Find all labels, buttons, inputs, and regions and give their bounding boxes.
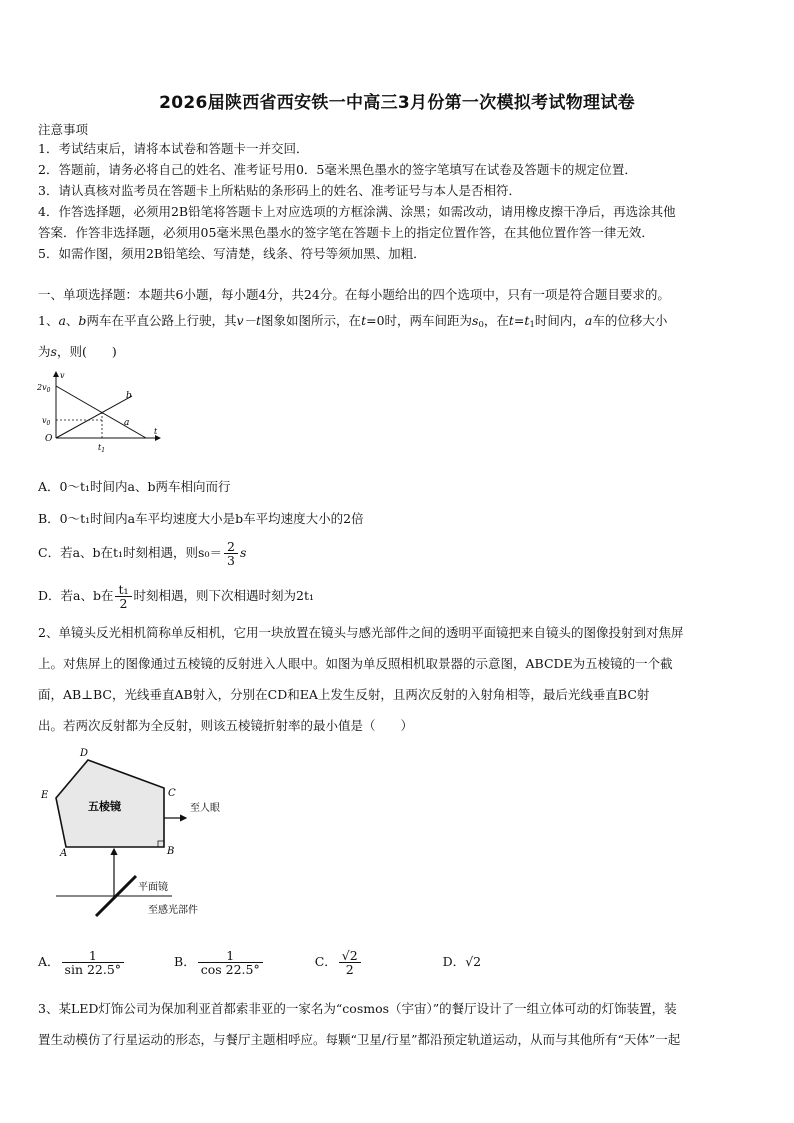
q2-stem-line3: 面，AB⊥BC，光线垂直AB射入，分别在CD和EA上发生反射，且两次反射的入射角相等，最后光线垂直BC射 <box>38 687 650 702</box>
q2-option-d: D．√2 <box>442 954 482 969</box>
exam-title: 2026届陕西省西安铁一中高三3月份第一次模拟考试物理试卷 <box>159 93 635 113</box>
notice-heading: 注意事项 <box>38 122 89 137</box>
origin-label: O <box>45 434 53 444</box>
pentaprism-diagram <box>36 740 246 925</box>
fraction: $\frac{2}{3}$ <box>224 540 238 567</box>
q1-option-b: B．0～t₁时间内a车平均速度大小是b车平均速度大小的2倍 <box>38 511 364 526</box>
prism-label: 五棱镜 <box>88 800 121 813</box>
x-axis-label: t <box>154 427 158 436</box>
label-b: b <box>126 391 132 401</box>
q2-stem-line4: 出。若两次反射都为全反射，则该五棱镜折射率的最小值是（ ） <box>38 718 414 733</box>
q2-options <box>38 942 481 982</box>
notice-item: 4．作答选择题，必须用2B铅笔将答题卡上对应选项的方框涂满、涂黑；如需改动，请用橡皮擦干净后，再选涂其他 <box>38 204 676 219</box>
q3-stem-line2: 置生动模仿了行星运动的形态，与餐厅主题相呼应。每颗“卫星/行星”都沿预定轨道运动，从而与其他所有“天体”一起 <box>38 1032 681 1047</box>
line-b <box>56 396 132 438</box>
to-eye-label: 至人眼 <box>190 803 220 814</box>
notice-item: 5．如需作图，须用2B铅笔绘、写清楚，线条、符号等须加黑、加粗． <box>38 246 426 261</box>
y-label-2v0: $2v_0$ <box>37 383 51 394</box>
q2-stem-line1: 2、单镜头反光相机简称单反相机，它用一块放置在镜头与感光部件之间的透明平面镜把来自镜头的图像投射到对焦屏 <box>38 625 684 640</box>
vertex-b: B <box>167 846 175 857</box>
vt-graph <box>36 368 166 454</box>
q3-stem-line1: 3、某LED灯饰公司为保加利亚首都索非亚的一家名为“cosmos（宇宙）”的餐厅设计了一组立体可动的灯饰装置，装 <box>38 1001 677 1016</box>
y-axis-label: v <box>60 371 65 380</box>
q2-option-c: C． $\frac{√2}{2}$ <box>315 954 363 969</box>
vertex-a: A <box>60 848 68 859</box>
q2-option-b: B． $\frac{1}{\cos 22.5^\circ}$ <box>174 954 265 969</box>
q1-stem-line1: 1、a、b两车在平直公路上行驶，其v－t图象如图所示，在t=0时，两车间距为$s_0$，在$t=t_1$时间内，a车的位移大小 <box>38 313 668 330</box>
notice-item: 答案．作答非选择题，必须用05毫米黑色墨水的签字笔在答题卡上的指定位置作答，在其他位置作答一律无效． <box>38 225 654 240</box>
notice-item: 2．答题前，请务必将自己的姓名、准考证号用0．5毫米黑色墨水的签字笔填写在试卷及答题卡的规定位置． <box>38 162 637 177</box>
vertex-c: C <box>168 788 176 799</box>
q2-stem-line2: 上。对焦屏上的图像通过五棱镜的反射进入人眼中。如图为单反照相机取景器的示意图，ABCDE为五棱镜的一个截 <box>38 656 673 671</box>
q1-stem-line2: 为s，则( ) <box>38 344 117 359</box>
section-heading: 一、单项选择题：本题共6小题，每小题4分，共24分。在每小题给出的四个选项中，只有一项是符合题目要求的。 <box>38 287 670 302</box>
t1-label: $t_1$ <box>98 443 106 454</box>
vertex-d: D <box>80 748 89 759</box>
notice-item: 3．请认真核对监考员在答题卡上所粘贴的条形码上的姓名、准考证号与本人是否相符． <box>38 183 521 198</box>
sensor-label: 至感光部件 <box>148 905 198 916</box>
y-label-v0: $v_0$ <box>42 416 51 427</box>
q1-option-c: C．若a、b在t₁时刻相遇，则s₀＝ $\frac{2}{3}$ s <box>38 539 247 568</box>
label-a: a <box>124 418 130 428</box>
mirror-label: 平面镜 <box>138 882 168 893</box>
vertex-e: E <box>41 790 49 801</box>
q1-option-d: D．若a、b在 $\frac{\text{t₁}}{2}$ 时刻相遇，则下次相遇时刻为2t₁ <box>38 582 315 611</box>
notice-item: 1．考试结束后，请将本试卷和答题卡一并交回． <box>38 141 309 156</box>
q2-option-a: A． $\frac{1}{\sin 22.5^\circ}$ <box>38 954 126 969</box>
q1-option-a: A．0～t₁时间内a、b两车相向而行 <box>38 479 231 494</box>
fraction: $\frac{\text{t₁}}{2}$ <box>115 583 131 610</box>
